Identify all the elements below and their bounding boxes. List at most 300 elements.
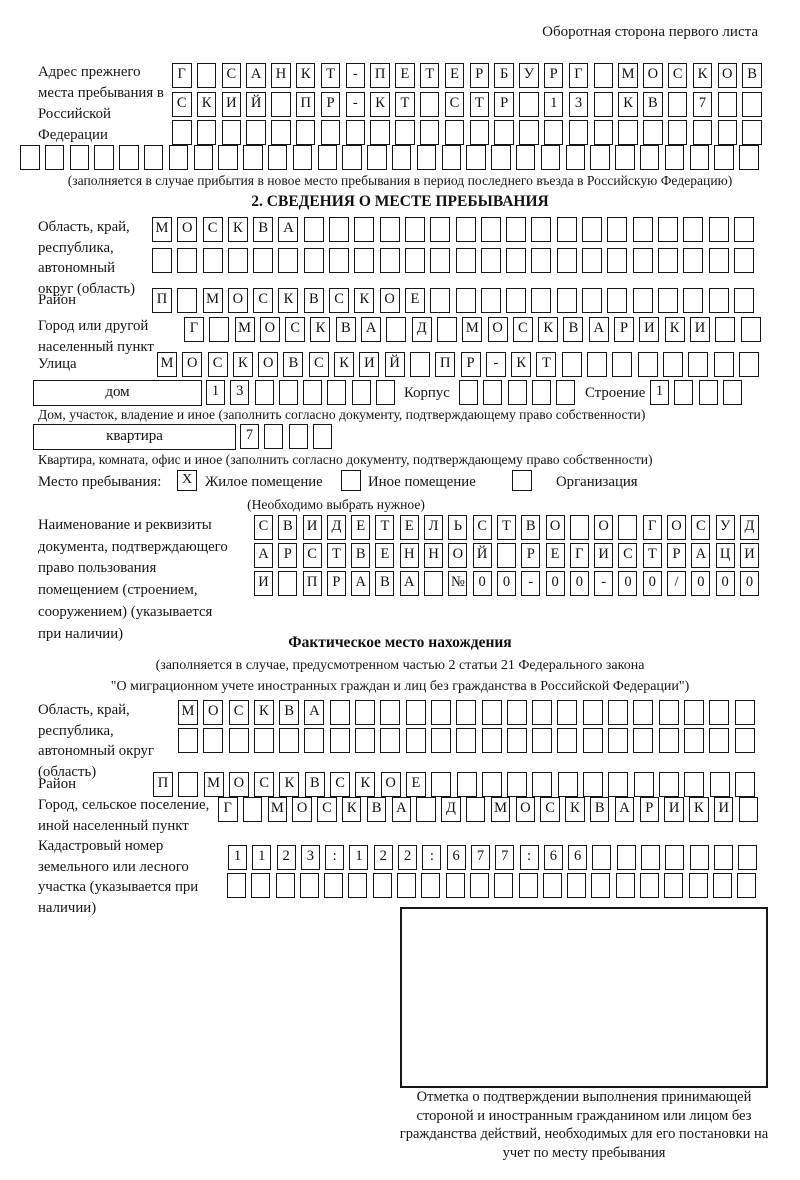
form-cell[interactable]: О [594, 515, 613, 540]
form-cell[interactable]: Д [441, 797, 461, 822]
form-cell[interactable] [718, 92, 738, 117]
form-cell[interactable]: 3 [301, 845, 320, 870]
form-cell[interactable]: Г [643, 515, 662, 540]
form-cell[interactable] [246, 120, 266, 145]
form-cell[interactable]: К [689, 797, 709, 822]
form-cell[interactable] [570, 515, 589, 540]
form-cell[interactable] [742, 120, 762, 145]
form-cell[interactable] [594, 92, 614, 117]
form-cell[interactable] [532, 700, 552, 725]
form-cell[interactable] [709, 248, 729, 273]
form-cell[interactable]: Е [395, 63, 415, 88]
form-cell[interactable] [352, 380, 371, 405]
form-cell[interactable] [481, 288, 501, 313]
form-cell[interactable] [380, 728, 400, 753]
form-cell[interactable]: К [197, 92, 217, 117]
form-cell[interactable]: Т [327, 543, 346, 568]
form-cell[interactable] [562, 352, 582, 377]
form-cell[interactable]: В [563, 317, 583, 342]
form-cell[interactable] [446, 873, 465, 898]
form-cell[interactable] [380, 217, 400, 242]
form-cell[interactable]: Е [445, 63, 465, 88]
form-cell[interactable] [608, 772, 628, 797]
form-cell[interactable]: 7 [471, 845, 490, 870]
form-cell[interactable] [342, 145, 362, 170]
form-cell[interactable]: С [618, 543, 637, 568]
form-cell[interactable] [612, 352, 632, 377]
form-cell[interactable] [557, 217, 577, 242]
form-cell[interactable] [410, 352, 430, 377]
form-cell[interactable]: А [691, 543, 710, 568]
form-cell[interactable]: Й [473, 543, 492, 568]
form-cell[interactable] [735, 728, 755, 753]
form-cell[interactable]: В [304, 288, 324, 313]
form-cell[interactable] [541, 145, 561, 170]
form-cell[interactable] [684, 772, 704, 797]
form-cell[interactable] [583, 772, 603, 797]
form-cell[interactable]: Г [569, 63, 589, 88]
form-cell[interactable] [557, 248, 577, 273]
form-cell[interactable] [587, 352, 607, 377]
form-cell[interactable]: П [152, 288, 172, 313]
form-cell[interactable] [531, 248, 551, 273]
form-cell[interactable]: О [448, 543, 467, 568]
form-cell[interactable]: М [235, 317, 255, 342]
form-cell[interactable] [466, 797, 486, 822]
form-cell[interactable]: Е [351, 515, 370, 540]
form-cell[interactable] [420, 120, 440, 145]
form-cell[interactable]: Н [424, 543, 443, 568]
form-cell[interactable]: Г [570, 543, 589, 568]
form-cell[interactable] [544, 120, 564, 145]
form-cell[interactable] [684, 700, 704, 725]
form-cell[interactable] [456, 217, 476, 242]
form-cell[interactable] [709, 700, 729, 725]
form-cell[interactable]: 6 [447, 845, 466, 870]
form-cell[interactable] [370, 120, 390, 145]
form-cell[interactable]: 0 [643, 571, 662, 596]
form-cell[interactable] [640, 873, 659, 898]
form-cell[interactable]: М [268, 797, 288, 822]
form-cell[interactable]: Ь [448, 515, 467, 540]
form-cell[interactable]: 1 [252, 845, 271, 870]
form-cell[interactable] [416, 797, 436, 822]
form-cell[interactable] [303, 380, 322, 405]
form-cell[interactable] [519, 873, 538, 898]
form-cell[interactable]: К [665, 317, 685, 342]
form-cell[interactable] [397, 873, 416, 898]
form-cell[interactable] [431, 728, 451, 753]
form-cell[interactable]: О [177, 217, 197, 242]
form-cell[interactable] [470, 873, 489, 898]
form-cell[interactable] [508, 380, 527, 405]
form-cell[interactable]: Е [546, 543, 565, 568]
form-cell[interactable] [367, 145, 387, 170]
form-cell[interactable] [591, 873, 610, 898]
form-cell[interactable]: Г [184, 317, 204, 342]
form-cell[interactable] [296, 120, 316, 145]
form-cell[interactable] [532, 380, 551, 405]
form-cell[interactable]: 1 [206, 380, 225, 405]
form-cell[interactable] [643, 120, 663, 145]
form-cell[interactable] [300, 873, 319, 898]
form-cell[interactable] [582, 248, 602, 273]
form-cell[interactable] [431, 700, 451, 725]
form-cell[interactable]: Е [406, 772, 426, 797]
form-cell[interactable] [668, 92, 688, 117]
form-cell[interactable]: 0 [716, 571, 735, 596]
form-cell[interactable]: В [336, 317, 356, 342]
form-cell[interactable] [507, 700, 527, 725]
form-cell[interactable]: Т [536, 352, 556, 377]
form-cell[interactable]: Д [412, 317, 432, 342]
form-cell[interactable]: К [511, 352, 531, 377]
form-cell[interactable] [119, 145, 139, 170]
form-cell[interactable]: Р [327, 571, 346, 596]
form-cell[interactable]: М [152, 217, 172, 242]
form-cell[interactable]: - [521, 571, 540, 596]
form-cell[interactable] [20, 145, 40, 170]
form-cell[interactable] [590, 145, 610, 170]
form-cell[interactable]: Т [420, 63, 440, 88]
form-cell[interactable] [289, 424, 308, 449]
form-cell[interactable]: О [516, 797, 536, 822]
form-cell[interactable]: Р [544, 63, 564, 88]
form-cell[interactable] [456, 288, 476, 313]
form-cell[interactable]: Й [385, 352, 405, 377]
form-cell[interactable]: Р [321, 92, 341, 117]
form-cell[interactable]: Р [278, 543, 297, 568]
form-cell[interactable]: О [182, 352, 202, 377]
form-cell[interactable] [532, 772, 552, 797]
checkbox-organizatsiya[interactable] [512, 470, 532, 491]
form-cell[interactable]: Г [172, 63, 192, 88]
form-cell[interactable] [519, 120, 539, 145]
form-cell[interactable]: 0 [618, 571, 637, 596]
form-cell[interactable]: К [354, 288, 374, 313]
form-cell[interactable]: К [233, 352, 253, 377]
form-cell[interactable] [253, 248, 273, 273]
form-cell[interactable] [615, 145, 635, 170]
form-cell[interactable] [279, 728, 299, 753]
form-cell[interactable] [268, 145, 288, 170]
form-cell[interactable] [194, 145, 214, 170]
form-cell[interactable] [466, 145, 486, 170]
form-cell[interactable] [543, 873, 562, 898]
form-cell[interactable] [737, 873, 756, 898]
form-cell[interactable] [243, 145, 263, 170]
form-cell[interactable] [318, 145, 338, 170]
form-cell[interactable]: Р [470, 63, 490, 88]
form-cell[interactable]: О [381, 772, 401, 797]
form-cell[interactable] [321, 120, 341, 145]
form-cell[interactable] [430, 248, 450, 273]
form-cell[interactable] [714, 845, 733, 870]
form-cell[interactable] [735, 772, 755, 797]
form-cell[interactable]: А [304, 700, 324, 725]
form-cell[interactable]: В [590, 797, 610, 822]
form-cell[interactable] [264, 424, 283, 449]
form-cell[interactable] [582, 217, 602, 242]
form-cell[interactable]: А [392, 797, 412, 822]
form-cell[interactable] [506, 288, 526, 313]
form-cell[interactable]: П [303, 571, 322, 596]
form-cell[interactable] [376, 380, 395, 405]
form-cell[interactable]: А [254, 543, 273, 568]
form-cell[interactable] [688, 352, 708, 377]
form-cell[interactable] [271, 120, 291, 145]
form-cell[interactable]: М [491, 797, 511, 822]
form-cell[interactable] [70, 145, 90, 170]
form-cell[interactable]: Е [405, 288, 425, 313]
form-cell[interactable] [209, 317, 229, 342]
form-cell[interactable]: Д [740, 515, 759, 540]
form-cell[interactable] [395, 120, 415, 145]
form-cell[interactable]: И [664, 797, 684, 822]
form-cell[interactable]: К [565, 797, 585, 822]
form-cell[interactable] [470, 120, 490, 145]
form-cell[interactable]: С [229, 700, 249, 725]
form-cell[interactable]: К [693, 63, 713, 88]
form-cell[interactable]: О [229, 772, 249, 797]
form-cell[interactable]: С [254, 515, 273, 540]
form-cell[interactable]: С [254, 772, 274, 797]
form-cell[interactable] [715, 317, 735, 342]
form-cell[interactable] [392, 145, 412, 170]
form-cell[interactable]: В [742, 63, 762, 88]
form-cell[interactable]: Т [375, 515, 394, 540]
form-cell[interactable]: 1 [228, 845, 247, 870]
form-cell[interactable] [709, 728, 729, 753]
form-cell[interactable]: С [445, 92, 465, 117]
form-cell[interactable] [497, 543, 516, 568]
form-cell[interactable] [144, 145, 164, 170]
form-cell[interactable] [735, 700, 755, 725]
form-cell[interactable] [506, 217, 526, 242]
form-cell[interactable]: С [253, 288, 273, 313]
form-cell[interactable]: С [513, 317, 533, 342]
form-cell[interactable]: 7 [240, 424, 259, 449]
form-cell[interactable] [354, 248, 374, 273]
form-cell[interactable]: Д [327, 515, 346, 540]
form-cell[interactable] [734, 248, 754, 273]
form-cell[interactable]: В [278, 515, 297, 540]
form-cell[interactable] [633, 217, 653, 242]
form-cell[interactable] [516, 145, 536, 170]
form-cell[interactable]: 2 [277, 845, 296, 870]
form-cell[interactable] [633, 248, 653, 273]
form-cell[interactable] [197, 120, 217, 145]
form-cell[interactable] [634, 772, 654, 797]
form-cell[interactable]: В [643, 92, 663, 117]
form-cell[interactable]: М [618, 63, 638, 88]
form-cell[interactable] [494, 120, 514, 145]
form-cell[interactable] [406, 728, 426, 753]
form-cell[interactable]: И [222, 92, 242, 117]
form-cell[interactable] [665, 145, 685, 170]
form-cell[interactable]: К [370, 92, 390, 117]
form-cell[interactable] [456, 700, 476, 725]
form-cell[interactable] [668, 120, 688, 145]
form-cell[interactable]: И [594, 543, 613, 568]
form-cell[interactable] [659, 700, 679, 725]
form-cell[interactable] [483, 380, 502, 405]
form-cell[interactable] [557, 288, 577, 313]
form-cell[interactable]: - [594, 571, 613, 596]
form-cell[interactable] [742, 92, 762, 117]
form-cell[interactable]: 1 [650, 380, 669, 405]
form-cell[interactable]: С [668, 63, 688, 88]
form-cell[interactable]: И [639, 317, 659, 342]
form-cell[interactable] [279, 380, 298, 405]
form-cell[interactable] [633, 728, 653, 753]
form-cell[interactable]: С [317, 797, 337, 822]
form-cell[interactable] [566, 145, 586, 170]
form-cell[interactable] [355, 728, 375, 753]
form-cell[interactable] [532, 728, 552, 753]
form-cell[interactable] [583, 728, 603, 753]
form-cell[interactable] [228, 248, 248, 273]
form-cell[interactable] [693, 120, 713, 145]
form-cell[interactable]: 0 [570, 571, 589, 596]
form-cell[interactable]: № [448, 571, 467, 596]
form-cell[interactable]: Р [640, 797, 660, 822]
form-cell[interactable]: О [718, 63, 738, 88]
form-cell[interactable]: 0 [740, 571, 759, 596]
form-cell[interactable]: С [208, 352, 228, 377]
form-cell[interactable] [674, 380, 693, 405]
form-cell[interactable] [659, 772, 679, 797]
form-cell[interactable] [663, 352, 683, 377]
form-cell[interactable] [421, 873, 440, 898]
form-cell[interactable]: 0 [546, 571, 565, 596]
form-cell[interactable]: А [615, 797, 635, 822]
form-cell[interactable] [709, 288, 729, 313]
form-cell[interactable] [355, 700, 375, 725]
form-cell[interactable] [658, 248, 678, 273]
form-cell[interactable]: В [283, 352, 303, 377]
form-cell[interactable]: К [254, 700, 274, 725]
form-cell[interactable]: 0 [497, 571, 516, 596]
form-cell[interactable] [197, 63, 217, 88]
form-cell[interactable]: 0 [691, 571, 710, 596]
form-cell[interactable]: И [254, 571, 273, 596]
form-cell[interactable]: С [330, 772, 350, 797]
form-cell[interactable] [640, 145, 660, 170]
form-cell[interactable]: Г [218, 797, 238, 822]
form-cell[interactable] [346, 120, 366, 145]
form-cell[interactable] [481, 248, 501, 273]
form-cell[interactable] [442, 145, 462, 170]
form-cell[interactable] [734, 288, 754, 313]
form-cell[interactable]: - [346, 63, 366, 88]
form-cell[interactable] [456, 728, 476, 753]
form-cell[interactable] [723, 380, 742, 405]
form-cell[interactable] [278, 248, 298, 273]
form-cell[interactable] [380, 700, 400, 725]
form-cell[interactable]: К [310, 317, 330, 342]
form-cell[interactable] [276, 873, 295, 898]
form-cell[interactable] [709, 217, 729, 242]
form-cell[interactable]: С [473, 515, 492, 540]
form-cell[interactable]: В [253, 217, 273, 242]
form-cell[interactable] [569, 120, 589, 145]
form-cell[interactable]: С [203, 217, 223, 242]
form-cell[interactable]: Ц [716, 543, 735, 568]
form-cell[interactable] [278, 571, 297, 596]
form-cell[interactable]: Н [400, 543, 419, 568]
form-cell[interactable] [482, 772, 502, 797]
form-cell[interactable]: С [172, 92, 192, 117]
form-cell[interactable]: Е [400, 515, 419, 540]
form-cell[interactable]: Т [395, 92, 415, 117]
form-cell[interactable] [406, 700, 426, 725]
form-cell[interactable] [491, 145, 511, 170]
form-cell[interactable] [169, 145, 189, 170]
form-cell[interactable] [689, 873, 708, 898]
form-cell[interactable]: Р [494, 92, 514, 117]
form-cell[interactable] [327, 380, 346, 405]
form-cell[interactable] [641, 845, 660, 870]
form-cell[interactable]: 6 [568, 845, 587, 870]
form-cell[interactable]: М [178, 700, 198, 725]
form-cell[interactable] [739, 797, 759, 822]
form-cell[interactable] [607, 248, 627, 273]
form-cell[interactable]: С [691, 515, 710, 540]
form-cell[interactable]: А [400, 571, 419, 596]
form-cell[interactable]: О [488, 317, 508, 342]
form-cell[interactable]: И [303, 515, 322, 540]
form-cell[interactable] [380, 248, 400, 273]
form-cell[interactable] [293, 145, 313, 170]
form-cell[interactable]: / [667, 571, 686, 596]
form-cell[interactable] [557, 728, 577, 753]
checkbox-inoe-pomeshchenie[interactable] [341, 470, 361, 491]
form-cell[interactable] [482, 728, 502, 753]
form-cell[interactable]: В [351, 543, 370, 568]
form-cell[interactable] [324, 873, 343, 898]
form-cell[interactable]: П [435, 352, 455, 377]
form-cell[interactable]: К [538, 317, 558, 342]
form-cell[interactable]: А [278, 217, 298, 242]
form-cell[interactable] [607, 288, 627, 313]
form-cell[interactable] [494, 873, 513, 898]
form-cell[interactable] [251, 873, 270, 898]
form-cell[interactable] [437, 317, 457, 342]
form-cell[interactable]: Б [494, 63, 514, 88]
form-cell[interactable]: С [329, 288, 349, 313]
form-cell[interactable] [172, 120, 192, 145]
form-cell[interactable]: 6 [544, 845, 563, 870]
form-cell[interactable] [203, 728, 223, 753]
form-cell[interactable] [255, 380, 274, 405]
form-cell[interactable]: К [296, 63, 316, 88]
form-cell[interactable] [481, 217, 501, 242]
form-cell[interactable]: Т [497, 515, 516, 540]
form-cell[interactable] [531, 288, 551, 313]
form-cell[interactable] [683, 217, 703, 242]
form-cell[interactable]: : [520, 845, 539, 870]
form-cell[interactable]: И [740, 543, 759, 568]
form-cell[interactable] [616, 873, 635, 898]
form-cell[interactable]: М [157, 352, 177, 377]
form-cell[interactable] [417, 145, 437, 170]
form-cell[interactable] [594, 63, 614, 88]
form-cell[interactable]: 7 [495, 845, 514, 870]
form-cell[interactable] [592, 845, 611, 870]
form-cell[interactable]: А [589, 317, 609, 342]
form-cell[interactable] [506, 248, 526, 273]
